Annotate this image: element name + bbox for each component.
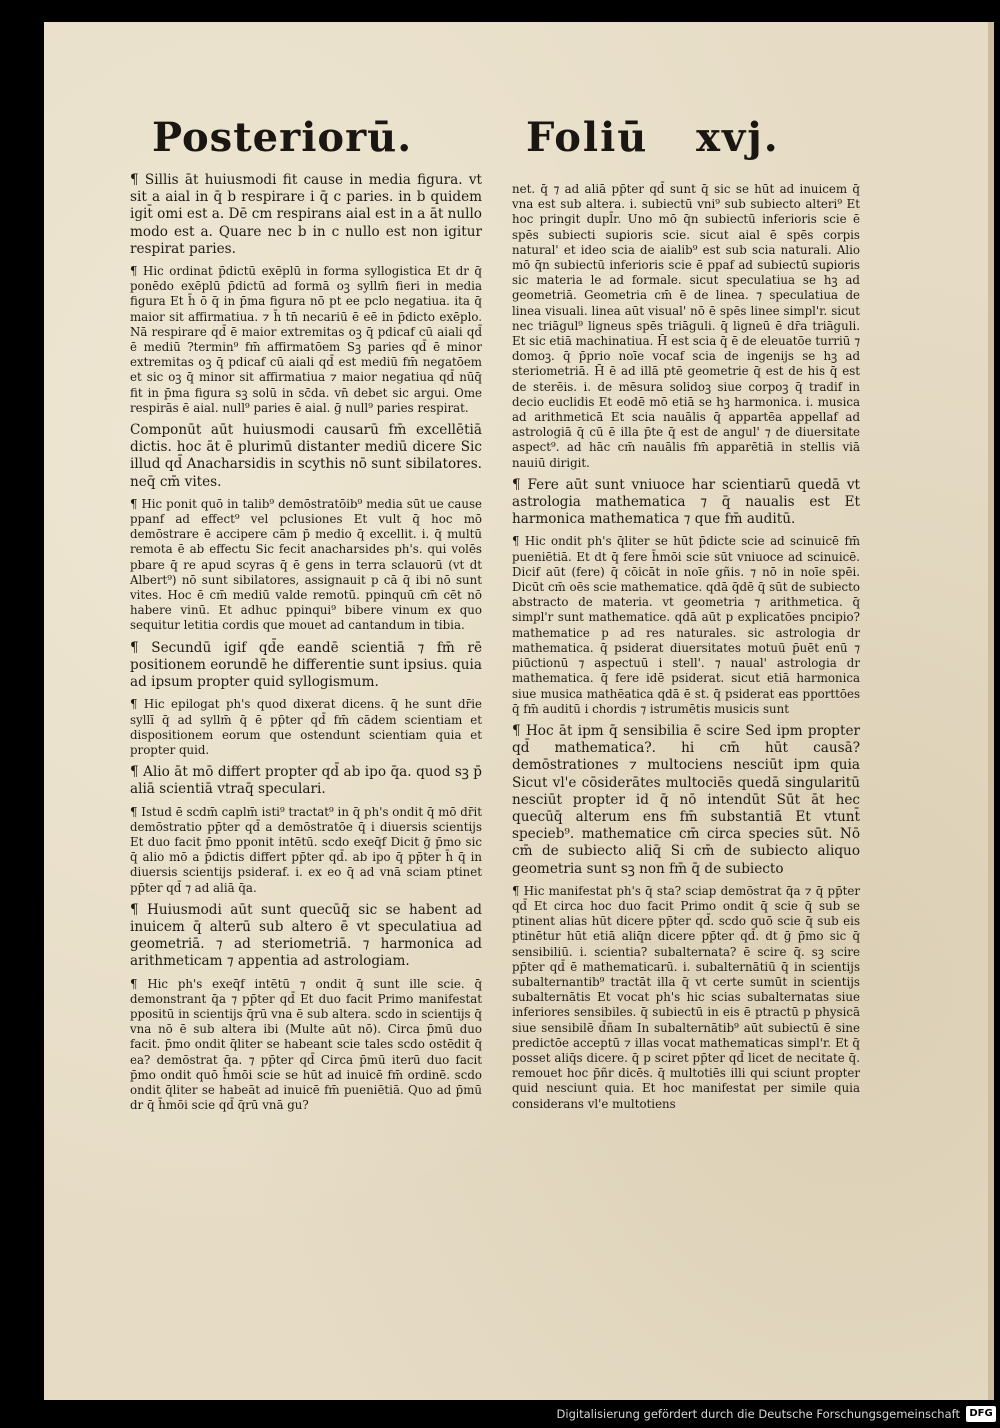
- commentary-paragraph: ¶ Hic ph's exeq̄f intētū ⁊ ondit q̄ sunt ille scie. q̄ demonstrant q̄a ⁊ pp̄ter qd̄ Et duo facit Primo manifestat ppositū in scientijs q̄rū vna ē sub altera. scdo in scientijs q̄ vna nō ē sub altera ibi (Multe aūt nō). Circa p̄mū duo facit. p̄mo ondit q̄liter se habeant scie tales scdo ostēdit q̄ ea? demōstrat q̄a. ⁊ pp̄ter qd̄ Circa p̄mū iterū duo facit p̄mo ondit quō h̄mōi scie se hūt ad inuicē fm̄ ordinē. scdo ondit q̄liter se habeāt ad inuicē fm̄ pueniētiā. Quo ad p̄mū dr q̄ h̄mōi scie qd̄ q̄rū vnā gu?: [130, 976, 482, 1113]
- commentary-paragraph: ¶ Hic ponit quō in talib⁹ demōstratōib⁹ media sūt ue cause ppanf ad effect⁹ vel pclusiones Et vult q̄ hoc mō demōstrare ē accipere cām p̄ medio q̄ excellit. i. q̄ multū remota ē ab effectu Sic fecit anacharsides ph's. qui volēs pbare q̄ re apud scyras q̄ ē gens in terra sclauorū (vt dt Albert⁹) nō sunt sibilatores, assignauit p cā q̄ ibi nō sunt vites. Hoc ē cm̄ mediū valde remotū. ppinquū cm̄ cēt nō habere vinū. Et adhuc ppinqui⁹ bibere vinum ex quo sequitur letitia cordis que mouet ad cantandum in tibia.: [130, 496, 482, 633]
- right-column: [512, 182, 860, 1118]
- commentary-paragraph: ¶ Hic ordinat p̄dictū exēplū in forma syllogistica Et dr q̄ ponēdo exēplū p̄dictū ad formā oꝫ syllm̄ fieri in media figura Et h̄ ō q̄ in p̄ma figura nō pt ee pclo negatiua. ita q̄ maior sit affirmatiua. ⁊ h̄ tn̄ necariū ē eē in p̄dicto exēplo. Nā respirare qd̄ ē maior extremitas oꝫ q̄ pdicaf cū aiali qd̄ ē mediū ?termin⁹ fm̄ affirmatōem Sꝫ paries qd̄ ē minor extremitas oꝫ q̄ pdicaf cū aiali qd̄ est mediū fm̄ negatōem et sic oꝫ q̄ minor sit affirmatiua ⁊ maior negatiua qd̄ nūq̄ fit in p̄ma figura sꝫ solū in sc̄da. vn̄ debet sic argui. Ome respirās ē aial. null⁹ paries ē aial. ḡ null⁹ paries respirat.: [130, 264, 482, 415]
- text-paragraph: ¶ Hoc āt ipm q̄ sensibilia ē scire Sed ipm propter qd̄ mathematica?. hi cm̄ hūt causā? demōstrationes ⁊ multociens nesciūt ipm quia Sicut vl'e cōsiderātes multociēs quedā singularitū nesciūt propter id q̄ nō intendūt Sūt āt hec quecūq̄ alterum ens fm̄ substantiā Et vtunt̄ specieb⁹. mathematice cm̄ circa species sūt. Nō cm̄ de subiecto aliq̄ Si cm̄ de subiecto aliquo geometria sunt sꝫ non fm̄ q̄ de subiecto: [512, 722, 860, 877]
- text-paragraph: ¶ Huiusmodi aūt sunt quecūq̄ sic se habent ad inuicem q̄ alterū sub altero ē vt speculatiua ad geometriā. ⁊ ad steriometriā. ⁊ harmonica ad arithmeticam ⁊ appentia ad astrologiam.: [130, 901, 482, 970]
- running-head-right: Foliū xvj.: [526, 114, 780, 161]
- page-edge: [988, 22, 994, 1400]
- commentary-paragraph: ¶ Hic manifestat ph's q̄ sta? sciap demōstrat q̄a ⁊ q̄ pp̄ter qd̄ Et circa hoc duo facit Primo ondit q̄ scie q̄ sub se ptinent alias hūt dicere pp̄ter qd̄. scdo quō scie q̄ sub eis ptinētur hūt etiā aliq̄n dicere pp̄ter qd̄. dt ḡ p̄mo sic q̄ sensibiliū. i. scientia? subalternata? ē scire q̄. sꝫ scire pp̄ter qd̄ ē mathematicarū. i. subalternātiū q̄ in scientijs subalternantib⁹ tractāt illa q̄ vt certe sumūt in scientijs subalternātis Et vocat ph's hic scias subalternatas siue inferiores sensibiles. q̄ subiectū in eis ē ptractū p physicā siue sensibilē d̄ñam In subalternātib⁹ aūt subiectū ē sine predictōe acceptū ⁊ illas vocat mathematicas simpl'r. Et q̄ posset aliq̄s dicere. q̄ p sciret pp̄ter qd̄ licet de necitate q̄. remouet hoc p̄ñr dicēs. q̄ multotiēs illi qui sciunt propter quid nesciunt quia. Et hoc manifestat per simile quia considerans vl'e multotiens: [512, 883, 860, 1111]
- commentary-paragraph: net. q̄ ⁊ ad aliā pp̄ter qd̄ sunt q̄ sic se hūt ad inuicem q̄ vna est sub altera. i. subiectū vni⁹ sub subiecto alteri⁹ Et hoc pringit dupl̄r. Uno mō q̄n subiectū inferioris scie ē spēs subiecti suꝑioris scie. sicut aial ē spēs corpis natural' et ideo scia de aialib⁹ est sub scia naturali. Alio mō q̄n subiectū inferioris scie ē ppaf ad subiectū suꝑioris sic materia le ad formale. sicut speculatiua se hꝫ ad geometriā. Geometria cm̄ ē de linea. ⁊ speculatiua de linea visuali. linea aūt visual' nō ē spēs linee simpl'r. sicut nec triāgul⁹ ligneus spēs triāguli. q̄ ligneū ē dr̄a triāguli. Et sic etiā machinatiua. H̄ est scia q̄ ē de eleuatōe turriū ⁊ domoꝫ. q̄ p̄prio noīe vocaf scia de ingenijs se hꝫ ad steriometriā. H̄ ē ad illā ptē geometrie q̄ est de his q̄ est de sterēis. i. de mēsura solidoꝫ siue corpoꝫ q̄ tradif in decio euclidis Et eodē mō etiā se hꝫ harmonica. i. musica ad arithmeticā Et scia nauālis q̄ appartēa appellaf ad astrologiā q̄ cū ē illa p̄te q̄ est de angul' ⁊ de diuersitate aspect⁹. ad hāc cm̄ nauālis fm̄ apparētiā in stellis viā nauiū dirigit.: [512, 182, 860, 470]
- text-paragraph: ¶ Alio āt mō differt propter qd̄ ab ipo q̄a. quod sꝫ p̄ aliā scientiā vtraq̄ speculari.: [130, 764, 482, 798]
- text-paragraph: ¶ Fere aūt sunt vniuoce har scientiarū quedā vt astrologia mathematica ⁊ q̄ naualis est Et harmonica mathematica ⁊ que fm̄ auditū.: [512, 476, 860, 528]
- commentary-paragraph: ¶ Hic ondit ph's q̄liter se hūt p̄dicte scie ad scinuicē fm̄ pueniētiā. Et dt q̄ fere h̄mōi scie sūt vniuoce ad scinuicē. Dicif aūt (fere) q̄ cōicāt in noīe gñis. ⁊ nō in noīe spēi. Dicūt cm̄ oēs scie mathematice. qdā q̄dē q̄ sūt de subiecto abstracto de materia. vt geometria ⁊ arithmetica. q̄ simpl'r sunt mathematice. qdā aūt p explicatōes pncipio? mathematice p ad res naturales. sic astrologia dr mathematica. q̄ psiderat diuersitates motuū p̄uēt enū ⁊ piūctionū ⁊ aspectuū i stell'. ⁊ naual' astrologia dr mathematica. q̄ fere idē psiderat. sicut etiā harmonica siue musica mathēatica qdā ē st. q̄ psiderat eas pporttōes q̄ fm̄ auditū i chordis ⁊ istrumētis musicis sunt: [512, 534, 860, 716]
- commentary-paragraph: ¶ Hic epilogat ph's quod dixerat dicens. q̄ he sunt dr̄ie syllī q̄ ad syllm̄ q̄ ē pp̄ter qd̄ fm̄ cādem scientiam et dispositionem eorum que ostendunt scientiam quia et propter quid.: [130, 697, 482, 757]
- dfg-logo-icon: DFG: [966, 1406, 996, 1422]
- footer-credit: Digitalisierung gefördert durch die Deutsche Forschungsgemeinschaft: [556, 1407, 960, 1421]
- book-page: [44, 22, 994, 1400]
- commentary-paragraph: ¶ Istud ē scdm̄ caplm̄ isti⁹ tractat⁹ in q̄ ph's ondit q̄ mō dr̄it demōstratio pp̄ter qd̄ a demōstratōe q̄ i diuersis scientijs Et duo facit p̄mo pponit intētū. scdo exeq̄f Dicit ḡ p̄mo sic q̄ alio mō a p̄dictis differt pp̄ter qd̄. ab ipo q̄ pp̄ter h̄ q̄ in diuersis scientijs psideraf. i. ex eo q̄ ad vnā sciam ptinet pp̄ter qd̄ ⁊ ad aliā q̄a.: [130, 804, 482, 895]
- text-paragraph: ¶ Secundū igif qd̄e eandē scientiā ⁊ fm̄ rē positionem eorundē he differentie sunt ipsius. quia ad ipsum propter quid syllogismum.: [130, 639, 482, 691]
- text-paragraph: ¶ Sillis āt huiusmodi fit cause in media figura. vt sit a aial in q̄ b respirare i q̄ c paries. in b quidem igit̄ omi est a. Dē cm respirans aial est in a āt nullo modo est a. Quare nec b in c nullo est non igitur respirat paries.: [130, 172, 482, 257]
- left-column: [130, 172, 482, 1119]
- text-paragraph: Componūt aūt huiusmodi causarū fm̄ excellētiā dictis. hoc āt ē plurimū distanter mediū dicere Sic illud qd̄ Anacharsidis in scythis nō sunt sibilatores. neq̄ cm̄ vites.: [130, 422, 482, 490]
- running-head-left: Posteriorū.: [152, 114, 413, 161]
